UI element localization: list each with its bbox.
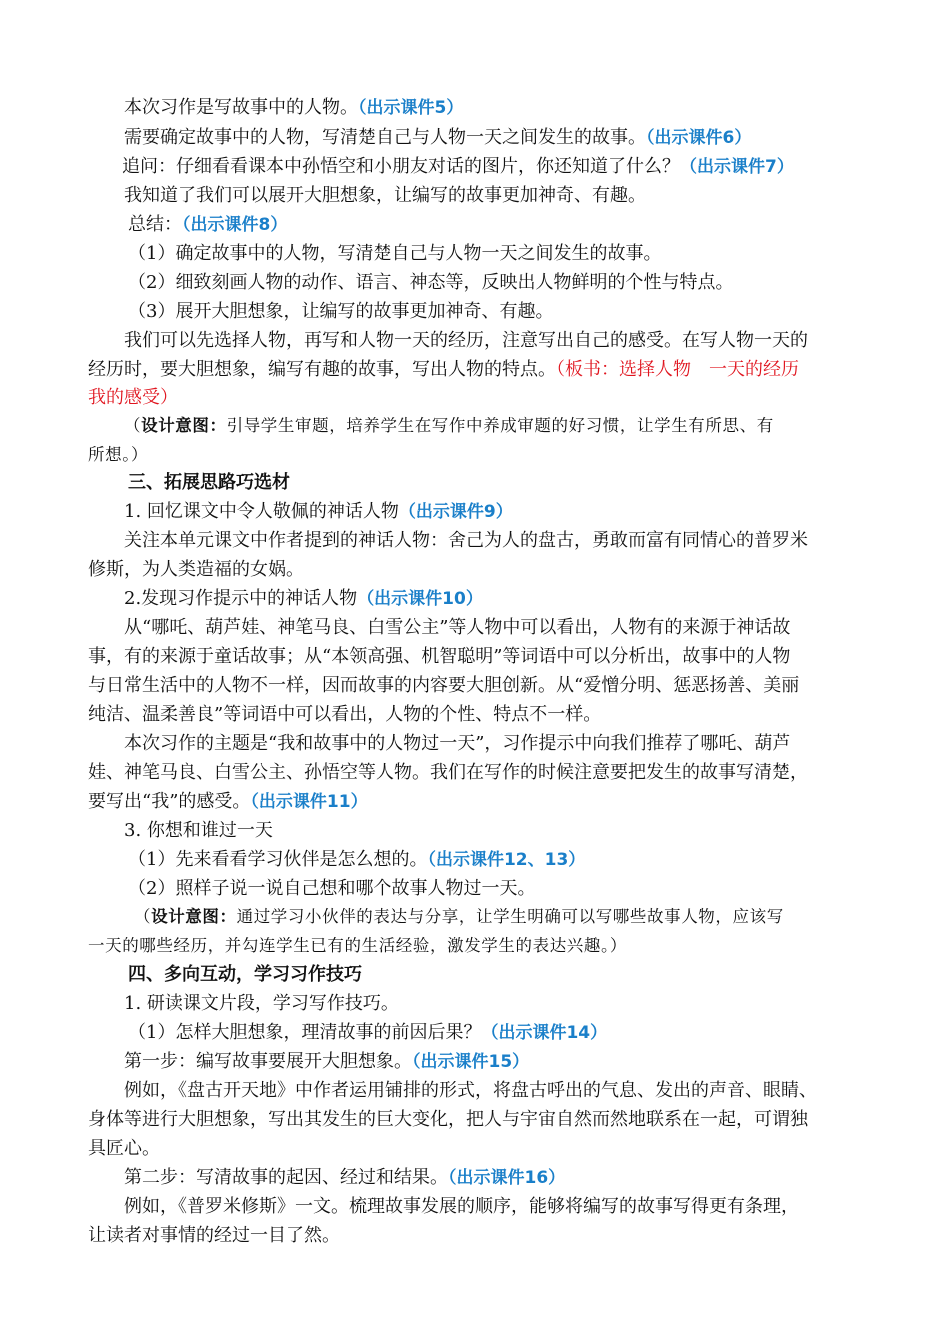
design-intent-line: 所想。）	[88, 445, 149, 464]
paragraph-line: 事，有的来源于童话故事；从“本领高强、机智聪明”等词语中可以分析出，故事中的人物	[88, 646, 791, 667]
paragraph-line: 第一步：编写故事要展开大胆想象。（出示课件15）	[124, 1051, 530, 1072]
blackboard-note: 我的感受）	[88, 387, 178, 408]
slide-reference: （出示课件14）	[481, 1023, 608, 1043]
slide-reference: （出示课件6）	[646, 128, 752, 148]
list-item: （1）怎样大胆想象，理清故事的前因后果？（出示课件14）	[128, 1022, 608, 1043]
paragraph-line: 3. 你想和谁过一天	[124, 820, 273, 841]
paragraph-line: 经历时，要大胆想象，编写有趣的故事，写出人物的特点。（板书：选择人物 一天的经历	[88, 359, 799, 380]
paragraph-line: 我们可以先选择人物，再写和人物一天的经历，注意写出自己的感受。在写人物一天的	[124, 330, 808, 351]
design-intent-line: （设计意图：通过学习小伙伴的表达与分享，让学生明确可以写哪些故事人物，应该写	[134, 907, 784, 926]
section-heading: 四、多向互动，学习习作技巧	[128, 964, 362, 985]
list-item: （3）展开大胆想象，让编写的故事更加神奇、有趣。	[128, 301, 554, 322]
paragraph-line: 具匠心。	[88, 1138, 160, 1159]
design-intent-line: （设计意图：引导学生审题，培养学生在写作中养成审题的好习惯，让学生有所思、有	[124, 416, 774, 435]
slide-reference: （出示课件15）	[412, 1052, 530, 1072]
list-item: （2）照样子说一说自己想和哪个故事人物过一天。	[128, 878, 536, 899]
paragraph-line	[0, 384, 950, 412]
design-intent-label: 设计意图：	[141, 416, 227, 435]
paragraph-line: 修斯，为人类造福的女娲。	[88, 559, 304, 580]
paragraph-line: 例如，《盘古开天地》中作者运用铺排的形式，将盘古呼出的气息、发出的声音、眼睛、	[124, 1080, 817, 1101]
list-item: （2）细致刻画人物的动作、语言、神态等，反映出人物鲜明的个性与特点。	[128, 272, 734, 293]
list-item: （1）确定故事中的人物，写清楚自己与人物一天之间发生的故事。	[128, 243, 662, 264]
slide-reference: （出示课件8）	[182, 215, 288, 235]
slide-reference: （出示课件9）	[398, 502, 513, 522]
slide-reference: （出示课件7）	[680, 157, 794, 177]
design-intent-label: 设计意图：	[151, 907, 237, 926]
paragraph-line: 身体等进行大胆想象，写出其发生的巨大变化，把人与宇宙自然而然地联系在一起，可谓独	[88, 1109, 808, 1130]
paragraph-line: 追问：仔细看看课本中孙悟空和小朋友对话的图片，你还知道了什么？（出示课件7）	[122, 156, 794, 177]
list-item: （1）先来看看学习伙伴是怎么想的。（出示课件12、13）	[128, 849, 586, 870]
paragraph-line: 本次习作是写故事中的人物。（出示课件5）	[124, 97, 464, 118]
paragraph-line: 第二步：写清故事的起因、经过和结果。（出示课件16）	[124, 1167, 566, 1188]
paragraph-line: 1. 研读课文片段，学习写作技巧。	[124, 993, 399, 1014]
paragraph-line: 从“哪吒、葫芦娃、神笔马良、白雪公主”等人物中可以看出，人物有的来源于神话故	[124, 617, 791, 638]
slide-reference: （出示课件12、13）	[427, 850, 586, 870]
paragraph-line: 例如，《普罗米修斯》一文。梳理故事发展的顺序，能够将编写的故事写得更有条理，	[124, 1196, 799, 1217]
slide-reference: （出示课件16）	[448, 1168, 566, 1188]
paragraph-line: 2.发现习作提示中的神话人物（出示课件10）	[124, 588, 483, 609]
paragraph-line: 要写出“我”的感受。（出示课件11）	[88, 791, 368, 812]
paragraph-line: 关注本单元课文中作者提到的神话人物：舍己为人的盘古，勇敢而富有同情心的普罗米	[124, 530, 808, 551]
paragraph-line: 纯洁、温柔善良”等词语中可以看出，人物的个性、特点不一样。	[88, 704, 602, 725]
slide-reference: （出示课件5）	[358, 98, 464, 118]
design-intent-line: 一天的哪些经历，并勾连学生已有的生活经验，激发学生的表达兴趣。）	[88, 936, 627, 955]
paragraph-line: 与日常生活中的人物不一样，因而故事的内容要大胆创新。从“爱憎分明、惩恶扬善、美丽	[88, 675, 800, 696]
slide-reference: （出示课件10）	[357, 589, 483, 609]
paragraph-line: 娃、神笔马良、白雪公主、孙悟空等人物。我们在写作的时候注意要把发生的故事写清楚，	[88, 762, 808, 783]
paragraph-line: 1. 回忆课文中令人敬佩的神话人物（出示课件9）	[124, 501, 513, 522]
paragraph-line: 需要确定故事中的人物，写清楚自己与人物一天之间发生的故事。（出示课件6）	[124, 127, 752, 148]
paragraph-line: 让读者对事情的经过一目了然。	[88, 1225, 340, 1246]
paragraph-line: 我知道了我们可以展开大胆想象，让编写的故事更加神奇、有趣。	[124, 185, 646, 206]
paragraph-line: 本次习作的主题是“我和故事中的人物过一天”，习作提示中向我们推荐了哪吒、葫芦	[124, 733, 791, 754]
summary-label-line: 总结：（出示课件8）	[128, 214, 288, 235]
slide-reference: （出示课件11）	[250, 792, 368, 812]
blackboard-note: （板书：选择人物 一天的经历	[556, 359, 799, 380]
section-heading: 三、拓展思路巧选材	[128, 472, 290, 493]
